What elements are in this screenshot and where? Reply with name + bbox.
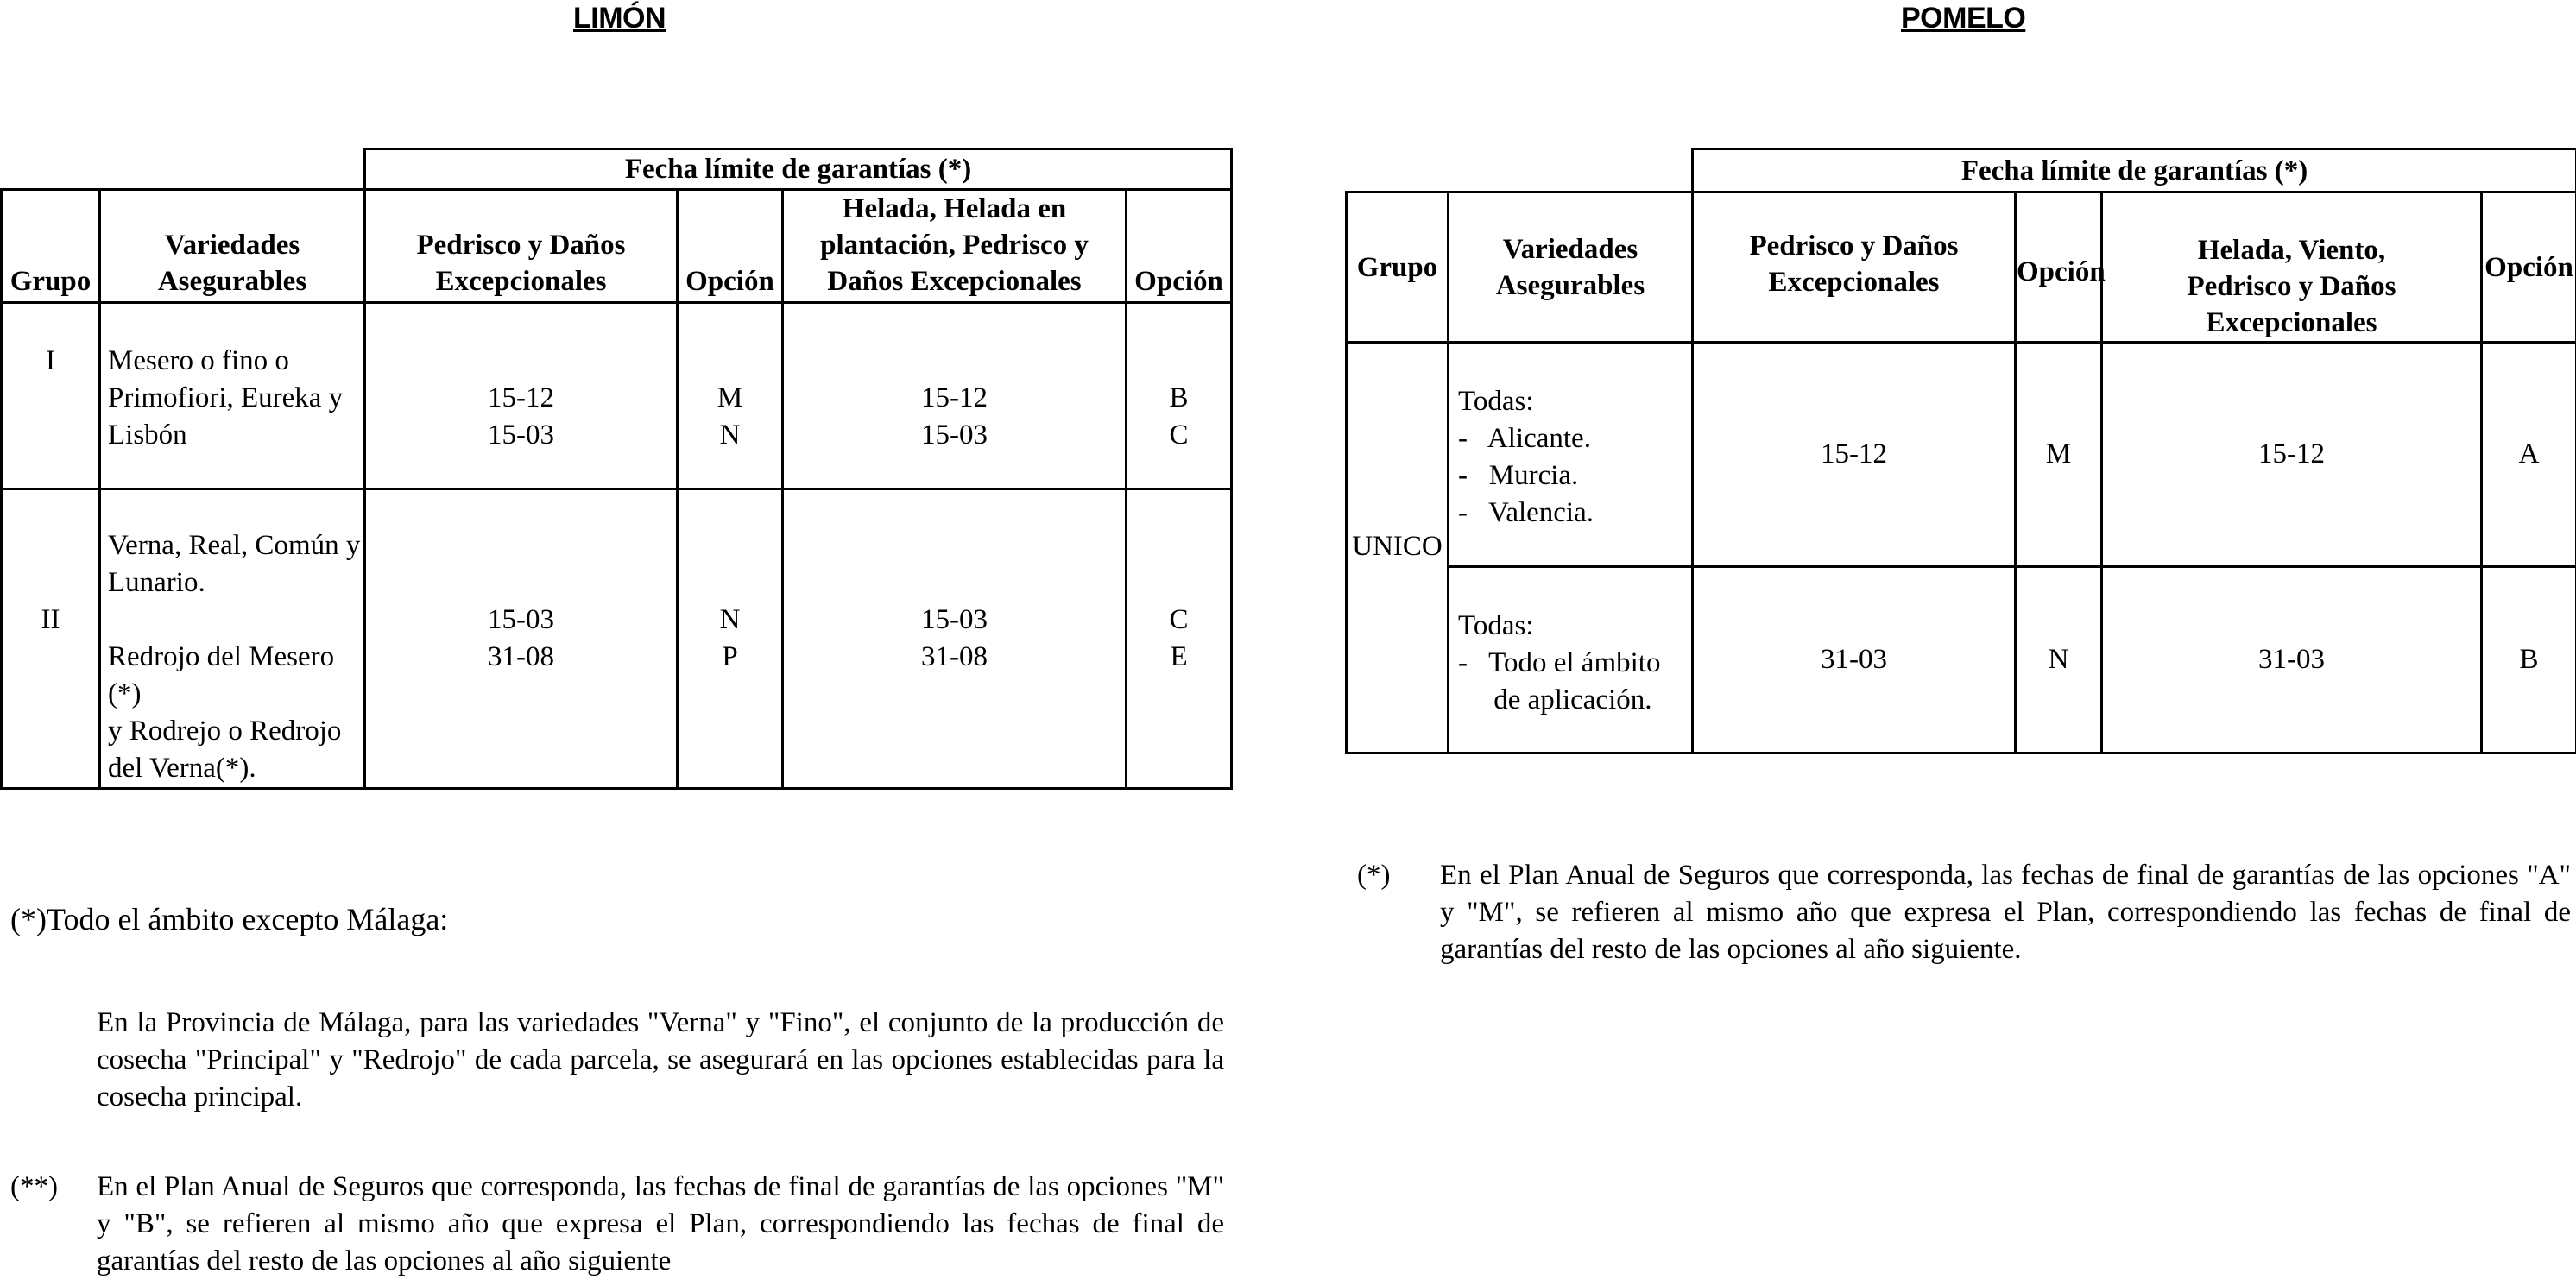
limon-pedrisco-II: 15-03 31-08 — [365, 489, 678, 789]
pomelo-pedrisco-2: 31-03 — [1693, 567, 2016, 753]
pomelo-opcion2-1: A — [2482, 343, 2576, 567]
table-row — [1347, 567, 2576, 753]
pomelo-opcion1-1: M — [2016, 343, 2102, 567]
pomelo-opcion1-2: N — [2016, 567, 2102, 753]
limon-note1-text: En la Provincia de Málaga, para las variedades "Verna" y "Fino", el conjunto de la producción de cosecha "Principal" y "Redrojo" de cada parcela, se asegurará en las opciones establecidas para la cosecha principal. — [97, 1007, 1224, 1113]
table-row — [2, 489, 1232, 789]
limon-grupo-I: I — [2, 303, 100, 489]
pomelo-col-pedrisco: Pedrisco y Daños Excepcionales — [1693, 192, 2016, 343]
pomelo-variedades-1: Todas: - Alicante. - Murcia. - Valencia. — [1449, 343, 1693, 567]
limon-col-opcion1: Opción — [678, 190, 783, 303]
pomelo-table — [1345, 148, 2576, 754]
limon-col-opcion2: Opción — [1127, 190, 1232, 303]
pomelo-pedrisco-1: 15-12 — [1693, 343, 2016, 567]
limon-opcion2-I: B C — [1127, 303, 1232, 489]
pomelo-title: POMELO — [1901, 2, 2026, 35]
limon-col-helada: Helada, Helada en plantación, Pedrisco y Daños Excepcionales — [783, 190, 1127, 303]
limon-grupo-II: II — [2, 489, 100, 789]
pomelo-grupo: UNICO — [1347, 343, 1449, 753]
limon-title: LIMÓN — [573, 2, 666, 35]
limon-pedrisco-I: 15-12 15-03 — [365, 303, 678, 489]
pomelo-col-variedades: Variedades Asegurables — [1449, 192, 1693, 343]
limon-helada-II: 15-03 31-08 — [783, 489, 1127, 789]
table-row — [1347, 343, 2576, 567]
limon-helada-I: 15-12 15-03 — [783, 303, 1127, 489]
pomelo-note-marker: (*) — [1357, 860, 1391, 891]
limon-col-grupo: Grupo — [2, 190, 100, 303]
limon-opcion1-II: N P — [678, 489, 783, 789]
limon-note2-marker: (**) — [10, 1171, 58, 1202]
limon-opcion2-II: C E — [1127, 489, 1232, 789]
limon-variedades-I: Mesero o fino o Primofiori, Eureka y Lisbón — [100, 303, 365, 489]
limon-col-variedades: Variedades Asegurables — [100, 190, 365, 303]
pomelo-helada-1: 15-12 — [2102, 343, 2482, 567]
limon-table — [0, 148, 1233, 790]
pomelo-fecha-header: Fecha límite de garantías (*) — [1693, 149, 2576, 192]
limon-variedades-II: Verna, Real, Común y Lunario. Redrojo del Mesero (*) y Rodrejo o Redrojo del Verna(*). — [100, 489, 365, 789]
limon-col-pedrisco: Pedrisco y Daños Excepcionales — [365, 190, 678, 303]
limon-note1-title: (*)Todo el ámbito excepto Málaga: — [10, 902, 449, 936]
pomelo-variedades-2: Todas: - Todo el ámbito de aplicación. — [1449, 567, 1693, 753]
pomelo-col-grupo: Grupo — [1347, 192, 1449, 343]
pomelo-col-helada: Helada, Viento, Pedrisco y Daños Excepcionales — [2102, 192, 2482, 343]
pomelo-col-opcion1: Opción — [2016, 192, 2102, 343]
table-row — [2, 303, 1232, 489]
limon-note2-text: En el Plan Anual de Seguros que corresponda, las fechas de final de garantías de las opciones "M" y "B", se refieren al mismo año que expresa el Plan, correspondiendo las fechas de final de garantías del resto de las opciones al año siguiente — [97, 1171, 1224, 1277]
pomelo-note-text: En el Plan Anual de Seguros que corresponda, las fechas de final de garantías de las opciones "A" y "M", se refieren al mismo año que expresa el Plan, correspondiendo las fechas de final de garantías del resto de las opciones al año siguiente. — [1440, 860, 2571, 965]
pomelo-col-opcion2: Opción — [2482, 192, 2576, 343]
limon-opcion1-I: M N — [678, 303, 783, 489]
limon-fecha-header: Fecha límite de garantías (*) — [365, 149, 1232, 190]
pomelo-helada-2: 31-03 — [2102, 567, 2482, 753]
pomelo-opcion2-2: B — [2482, 567, 2576, 753]
